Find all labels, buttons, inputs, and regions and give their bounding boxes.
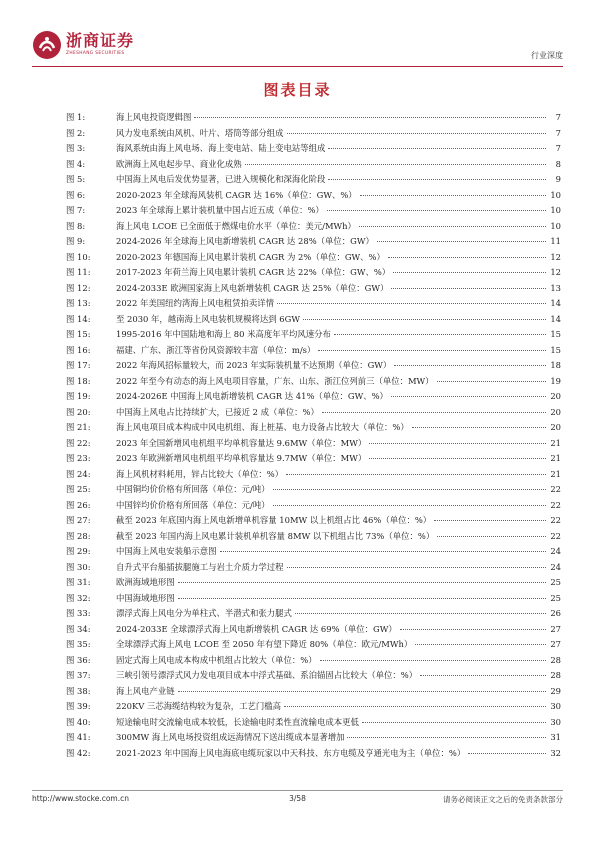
toc-figure-label: 图 6: bbox=[66, 189, 86, 200]
toc-dot-leader bbox=[369, 458, 546, 459]
header-divider bbox=[32, 66, 563, 67]
toc-figure-label: 图 21: bbox=[66, 422, 91, 432]
toc-figure-title: 中国海域地形图 bbox=[116, 592, 175, 603]
toc-entry[interactable] bbox=[66, 592, 561, 608]
toc-dot-leader bbox=[437, 381, 546, 382]
toc-entry[interactable] bbox=[66, 297, 561, 313]
toc-figure-label: 图 18: bbox=[66, 375, 91, 386]
toc-figure-label: 图 40: bbox=[66, 716, 91, 727]
toc-dot-leader bbox=[377, 241, 546, 242]
brand-name-en: ZHESHANG SECURITIES bbox=[66, 51, 125, 57]
toc-dot-leader bbox=[420, 675, 546, 676]
toc-figure-title: 2020-2023 年德国海上风电累计装机 CAGR 为 2%（单位：GW、%） bbox=[116, 251, 385, 262]
toc-entry[interactable] bbox=[66, 499, 561, 515]
toc-figure-label: 图 26: bbox=[66, 499, 91, 510]
toc-figure-title: 中国锌均价价格有所回落（单位：元/吨） bbox=[116, 499, 270, 510]
toc-figure-title: 截至 2023 年国内海上风电累计装机单机容量 8MW 以下机组占比 73%（单位：%） bbox=[116, 530, 435, 541]
toc-dot-leader bbox=[400, 629, 546, 630]
toc-dot-leader bbox=[277, 303, 546, 304]
toc-entry[interactable] bbox=[66, 530, 561, 546]
toc-dot-leader bbox=[328, 148, 546, 149]
toc-figure-title: 固定式海上风电成本构成中机组占比较大（单位：%） bbox=[116, 654, 317, 665]
toc-page-number: 25 bbox=[550, 592, 561, 603]
toc-entry[interactable] bbox=[66, 747, 561, 763]
toc-page-number: 21 bbox=[550, 453, 561, 463]
toc-page-number: 24 bbox=[550, 546, 561, 556]
toc-figure-title: 2022 年美国纽约湾海上风电租赁拍卖详情 bbox=[116, 298, 274, 308]
toc-figure-label: 图 1: bbox=[66, 112, 86, 122]
toc-figure-title: 2024-2033E 欧洲国家海上风电新增装机 CAGR 达 25%（单位：GW） bbox=[116, 282, 389, 293]
toc-page-number: 22 bbox=[550, 515, 561, 525]
toc-figure-title: 海上风机材料耗用，锌占比较大（单位：%） bbox=[116, 468, 284, 479]
disclaimer-note: 请务必阅读正文之后的免责条款部分 bbox=[443, 795, 563, 804]
toc-entry[interactable] bbox=[66, 561, 561, 577]
toc-figure-title: 中国海上风电安装船示意图 bbox=[116, 546, 217, 556]
toc-figure-label: 图 5: bbox=[66, 174, 86, 184]
toc-dot-leader bbox=[359, 226, 546, 227]
toc-dot-leader bbox=[468, 753, 546, 754]
toc-figure-label: 图 7: bbox=[66, 205, 86, 215]
toc-dot-leader bbox=[318, 350, 546, 351]
toc-figure-title: 1995-2016 年中国陆地和海上 80 米高度年平均风速分布 bbox=[116, 329, 331, 339]
toc-page-number: 13 bbox=[550, 282, 561, 293]
toc-page-number: 27 bbox=[550, 639, 561, 649]
page-header bbox=[32, 30, 563, 64]
toc-dot-leader bbox=[412, 427, 546, 428]
toc-entry[interactable] bbox=[66, 359, 561, 375]
toc-dot-leader bbox=[391, 288, 546, 289]
toc-dot-leader bbox=[220, 551, 547, 552]
toc-entry[interactable] bbox=[66, 623, 561, 639]
page-number: 3/58 bbox=[289, 794, 306, 803]
toc-figure-label: 图 17: bbox=[66, 360, 91, 370]
toc-figure-title: 2022 年至今有动态的海上风电项目容量，广东、山东、浙江位列前三（单位：MW） bbox=[116, 375, 434, 386]
toc-page-number: 14 bbox=[550, 313, 561, 324]
toc-dot-leader bbox=[286, 474, 546, 475]
toc-figure-label: 图 41: bbox=[66, 732, 91, 742]
toc-page-number: 10 bbox=[550, 205, 561, 215]
toc-entry[interactable] bbox=[66, 607, 561, 623]
toc-figure-title: 全球漂浮式海上风电 LCOE 至 2050 年有望下降近 80%（单位：欧元/MWh） bbox=[116, 639, 413, 649]
toc-entry[interactable] bbox=[66, 685, 561, 701]
toc-entry[interactable] bbox=[66, 142, 561, 158]
footer-divider bbox=[32, 790, 563, 791]
toc-dot-leader bbox=[360, 195, 546, 196]
toc-entry[interactable] bbox=[66, 700, 561, 716]
toc-figure-label: 图 13: bbox=[66, 298, 91, 308]
toc-dot-leader bbox=[273, 505, 546, 506]
toc-page-number: 28 bbox=[550, 670, 561, 680]
toc-figure-title: 300MW 海上风电场投资组成远海情况下送出缆成本显著增加 bbox=[116, 732, 345, 742]
toc-page-number: 22 bbox=[550, 484, 561, 494]
toc-entry[interactable] bbox=[66, 251, 561, 267]
report-type: 行业深度 bbox=[531, 51, 563, 60]
toc-figure-label: 图 33: bbox=[66, 608, 91, 618]
toc-page-number: 25 bbox=[550, 577, 561, 587]
toc-entry[interactable] bbox=[66, 716, 561, 732]
toc-entry[interactable] bbox=[66, 235, 561, 251]
toc-dot-leader bbox=[347, 737, 546, 738]
toc-dot-leader bbox=[194, 117, 546, 118]
toc-page-number: 20 bbox=[550, 422, 561, 432]
toc-dot-leader bbox=[388, 257, 546, 258]
toc-dot-leader bbox=[273, 489, 546, 490]
toc-dot-leader bbox=[362, 722, 546, 723]
toc-entry[interactable] bbox=[66, 545, 561, 561]
page-title: 图表目录 bbox=[263, 81, 332, 99]
toc-figure-title: 220KV 三芯海缆结构较为复杂，工艺门槛高 bbox=[116, 701, 281, 711]
brand-logo-icon bbox=[32, 30, 62, 60]
toc-figure-label: 图 25: bbox=[66, 484, 91, 494]
toc-dot-leader bbox=[303, 319, 546, 320]
toc-figure-label: 图 16: bbox=[66, 344, 91, 355]
toc-figure-title: 风力发电系统由风机、叶片、塔筒等部分组成 bbox=[116, 127, 284, 138]
toc-entry[interactable] bbox=[66, 483, 561, 499]
toc-figure-title: 2023 年欧洲新增风电机组平均单机容量达 9.7MW（单位：MW） bbox=[116, 453, 367, 463]
toc-dot-leader bbox=[284, 706, 546, 707]
toc-page-number: 11 bbox=[550, 236, 561, 246]
toc-page-number: 21 bbox=[550, 437, 561, 448]
toc-figure-title: 2024-2026 年全球海上风电新增装机 CAGR 达 28%（单位：GW） bbox=[116, 236, 374, 246]
toc-entry[interactable] bbox=[66, 173, 561, 189]
toc-figure-label: 图 30: bbox=[66, 561, 91, 572]
toc-page-number: 28 bbox=[550, 654, 561, 665]
toc-dot-leader bbox=[178, 691, 546, 692]
toc-page-number: 32 bbox=[550, 747, 561, 758]
toc-entry[interactable] bbox=[66, 189, 561, 205]
toc-figure-label: 图 14: bbox=[66, 313, 91, 324]
toc-dot-leader bbox=[327, 210, 546, 211]
toc-dot-leader bbox=[391, 396, 546, 397]
toc-figure-title: 中国海上风电占比持续扩大，已接近 2 成（单位：%） bbox=[116, 406, 319, 417]
toc-dot-leader bbox=[322, 412, 546, 413]
toc-entry[interactable] bbox=[66, 344, 561, 360]
toc-dot-leader bbox=[394, 365, 546, 366]
toc-entry[interactable] bbox=[66, 328, 561, 344]
toc-entry[interactable] bbox=[66, 421, 561, 437]
toc-figure-label: 图 15: bbox=[66, 329, 91, 339]
toc-entry[interactable] bbox=[66, 204, 561, 220]
toc-figure-title: 福建、广东、浙江等省份风资源较丰富（单位：m/s） bbox=[116, 344, 316, 355]
toc-entry[interactable] bbox=[66, 127, 561, 143]
toc-figure-label: 图 37: bbox=[66, 670, 91, 680]
toc-page-number: 19 bbox=[550, 375, 561, 386]
toc-page-number: 24 bbox=[550, 561, 561, 572]
toc-entry[interactable] bbox=[66, 468, 561, 484]
toc-page-number: 7 bbox=[555, 143, 561, 153]
toc-entry[interactable] bbox=[66, 375, 561, 391]
toc-page-number: 15 bbox=[550, 344, 561, 355]
toc-figure-title: 自升式平台船插拔腿施工与岩土介质力学过程 bbox=[116, 561, 284, 572]
toc-figure-title: 三峡引领号漂浮式风力发电项目成本中浮式基础、系泊锚固占比较大（单位：%） bbox=[116, 670, 418, 680]
toc-figure-title: 2020-2023 年全球海风装机 CAGR 达 16%（单位：GW、%） bbox=[116, 189, 357, 200]
toc-dot-leader bbox=[434, 520, 546, 521]
toc-figure-title: 2017-2023 年荷兰海上风电累计装机 CAGR 达 22%（单位：GW、%） bbox=[116, 267, 391, 277]
toc-dot-leader bbox=[178, 582, 546, 583]
toc-figure-label: 图 36: bbox=[66, 654, 91, 665]
toc-page-number: 10 bbox=[550, 220, 561, 231]
toc-dot-leader bbox=[369, 443, 546, 444]
toc-figure-title: 海上风电投资逻辑图 bbox=[116, 112, 192, 122]
toc-page-number: 7 bbox=[555, 112, 561, 122]
toc-figure-label: 图 19: bbox=[66, 391, 91, 401]
toc-figure-title: 短途输电时交流输电成本较低，长途输电时柔性直流输电成本更低 bbox=[116, 716, 359, 727]
toc-page-number: 12 bbox=[550, 251, 561, 262]
toc-entry[interactable] bbox=[66, 437, 561, 453]
toc-figure-title: 欧洲海域地形图 bbox=[116, 577, 175, 587]
toc-figure-title: 海上风电产业链 bbox=[116, 685, 175, 696]
toc-figure-label: 图 24: bbox=[66, 468, 91, 479]
toc-figure-title: 2023 年全球海上累计装机量中国占近五成（单位：%） bbox=[116, 205, 324, 215]
brand-logo bbox=[32, 30, 134, 60]
toc-entry[interactable] bbox=[66, 111, 561, 127]
toc-page-number: 29 bbox=[550, 685, 561, 696]
toc-figure-label: 图 8: bbox=[66, 220, 86, 231]
toc-page-number: 12 bbox=[550, 267, 561, 277]
toc-dot-leader bbox=[295, 613, 546, 614]
toc-page-number: 18 bbox=[550, 360, 561, 370]
brand-name: 浙商证券 bbox=[66, 31, 135, 51]
toc-page-number: 20 bbox=[550, 406, 561, 417]
toc-page-number: 22 bbox=[550, 530, 561, 541]
toc-figure-label: 图 4: bbox=[66, 158, 86, 169]
toc-figure-title: 欧洲海上风电起步早、商业化成熟 bbox=[116, 158, 242, 169]
toc-figure-label: 图 34: bbox=[66, 623, 91, 634]
footer-website[interactable]: http://www.stocke.com.cn bbox=[32, 794, 129, 803]
toc-dot-leader bbox=[287, 567, 547, 568]
toc-entry[interactable] bbox=[66, 390, 561, 406]
toc-dot-leader bbox=[437, 536, 546, 537]
toc-page-number: 8 bbox=[555, 158, 561, 169]
toc-page-number: 30 bbox=[550, 701, 561, 711]
toc-figure-label: 图 9: bbox=[66, 236, 86, 246]
toc-entry[interactable] bbox=[66, 406, 561, 422]
toc-figure-label: 图 23: bbox=[66, 453, 91, 463]
toc-dot-leader bbox=[245, 164, 546, 165]
toc-entry[interactable] bbox=[66, 731, 561, 747]
toc-page-number: 14 bbox=[550, 298, 561, 308]
toc-figure-title: 漂浮式海上风电分为单柱式、半潜式和张力腿式 bbox=[116, 608, 292, 618]
toc-figure-title: 海风系统由海上风电场、海上变电站、陆上变电站等组成 bbox=[116, 143, 326, 153]
toc-page-number: 15 bbox=[550, 329, 561, 339]
toc-entry[interactable] bbox=[66, 313, 561, 329]
toc-figure-label: 图 38: bbox=[66, 685, 91, 696]
toc-figure-title: 中国铜均价价格有所回落（单位：元/吨） bbox=[116, 484, 270, 494]
toc-entry[interactable] bbox=[66, 654, 561, 670]
toc-entry[interactable] bbox=[66, 576, 561, 592]
toc-page-number: 20 bbox=[550, 391, 561, 401]
toc-figure-title: 海上风电 LCOE 已全面低于燃煤电价水平（单位：美元/MWh） bbox=[116, 220, 356, 231]
toc-figure-title: 2024-2026E 中国海上风电新增装机 CAGR 达 41%（单位：GW、%） bbox=[116, 391, 388, 401]
toc-figure-label: 图 32: bbox=[66, 592, 91, 603]
toc-figure-label: 图 31: bbox=[66, 577, 91, 587]
toc-page-number: 9 bbox=[555, 174, 561, 184]
toc-figure-label: 图 27: bbox=[66, 515, 91, 525]
toc-entry[interactable] bbox=[66, 220, 561, 236]
toc-figure-label: 图 11: bbox=[66, 267, 91, 277]
toc-figure-title: 2024-2033E 全球漂浮式海上风电新增装机 CAGR 达 69%（单位：GW） bbox=[116, 623, 397, 634]
toc-page-number: 26 bbox=[550, 608, 561, 618]
toc-dot-leader bbox=[287, 133, 547, 134]
toc-figure-label: 图 3: bbox=[66, 143, 86, 153]
toc-figure-label: 图 42: bbox=[66, 747, 91, 758]
toc-entry[interactable] bbox=[66, 514, 561, 530]
toc-figure-title: 至 2030 年，越南海上风电装机规模将达到 6GW bbox=[116, 313, 300, 324]
toc-figure-title: 2021-2023 年中国海上风电海底电缆玩家以中天科技、东方电缆及亨通光电为主（单位：%） bbox=[116, 747, 466, 758]
toc-page-number: 10 bbox=[550, 189, 561, 200]
toc-figure-title: 截至 2023 年底国内海上风电新增单机容量 10MW 以上机组占比 46%（单位：%） bbox=[116, 515, 432, 525]
toc-entry[interactable] bbox=[66, 266, 561, 282]
toc-dot-leader bbox=[328, 179, 546, 180]
toc-dot-leader bbox=[393, 272, 546, 273]
toc-figure-label: 图 2: bbox=[66, 127, 86, 138]
toc-figure-label: 图 20: bbox=[66, 406, 91, 417]
toc-figure-label: 图 39: bbox=[66, 701, 91, 711]
toc-figure-title: 中国海上风电后发优势显著，已进入规模化和深海化阶段 bbox=[116, 174, 326, 184]
toc-entry[interactable] bbox=[66, 669, 561, 685]
toc-dot-leader bbox=[334, 334, 546, 335]
toc-page-number: 27 bbox=[550, 623, 561, 634]
toc-figure-label: 图 29: bbox=[66, 546, 91, 556]
toc-page-number: 22 bbox=[550, 499, 561, 510]
toc-dot-leader bbox=[415, 644, 546, 645]
toc-dot-leader bbox=[178, 598, 546, 599]
toc-dot-leader bbox=[320, 660, 546, 661]
toc-entry[interactable] bbox=[66, 452, 561, 468]
toc-entry[interactable] bbox=[66, 282, 561, 298]
toc-figure-label: 图 28: bbox=[66, 530, 91, 541]
toc-figure-title: 2022 年海风招标量较大，而 2023 年实际装机量不达预期（单位：GW） bbox=[116, 360, 392, 370]
toc-figure-label: 图 10: bbox=[66, 251, 91, 262]
toc-entry[interactable] bbox=[66, 158, 561, 174]
toc-page-number: 7 bbox=[555, 127, 561, 138]
toc-entry[interactable] bbox=[66, 638, 561, 654]
toc-figure-title: 海上风电项目成本构成中风电机组、海上桩基、电力设备占比较大（单位：%） bbox=[116, 422, 409, 432]
toc-figure-label: 图 12: bbox=[66, 282, 91, 293]
toc-figure-label: 图 22: bbox=[66, 437, 91, 448]
toc-figure-label: 图 35: bbox=[66, 639, 91, 649]
toc-page-number: 21 bbox=[550, 468, 561, 479]
toc-page-number: 31 bbox=[550, 732, 561, 742]
table-of-figures bbox=[66, 111, 561, 762]
toc-figure-title: 2023 年全国新增风电机组平均单机容量达 9.6MW（单位：MW） bbox=[116, 437, 367, 448]
toc-page-number: 30 bbox=[550, 716, 561, 727]
